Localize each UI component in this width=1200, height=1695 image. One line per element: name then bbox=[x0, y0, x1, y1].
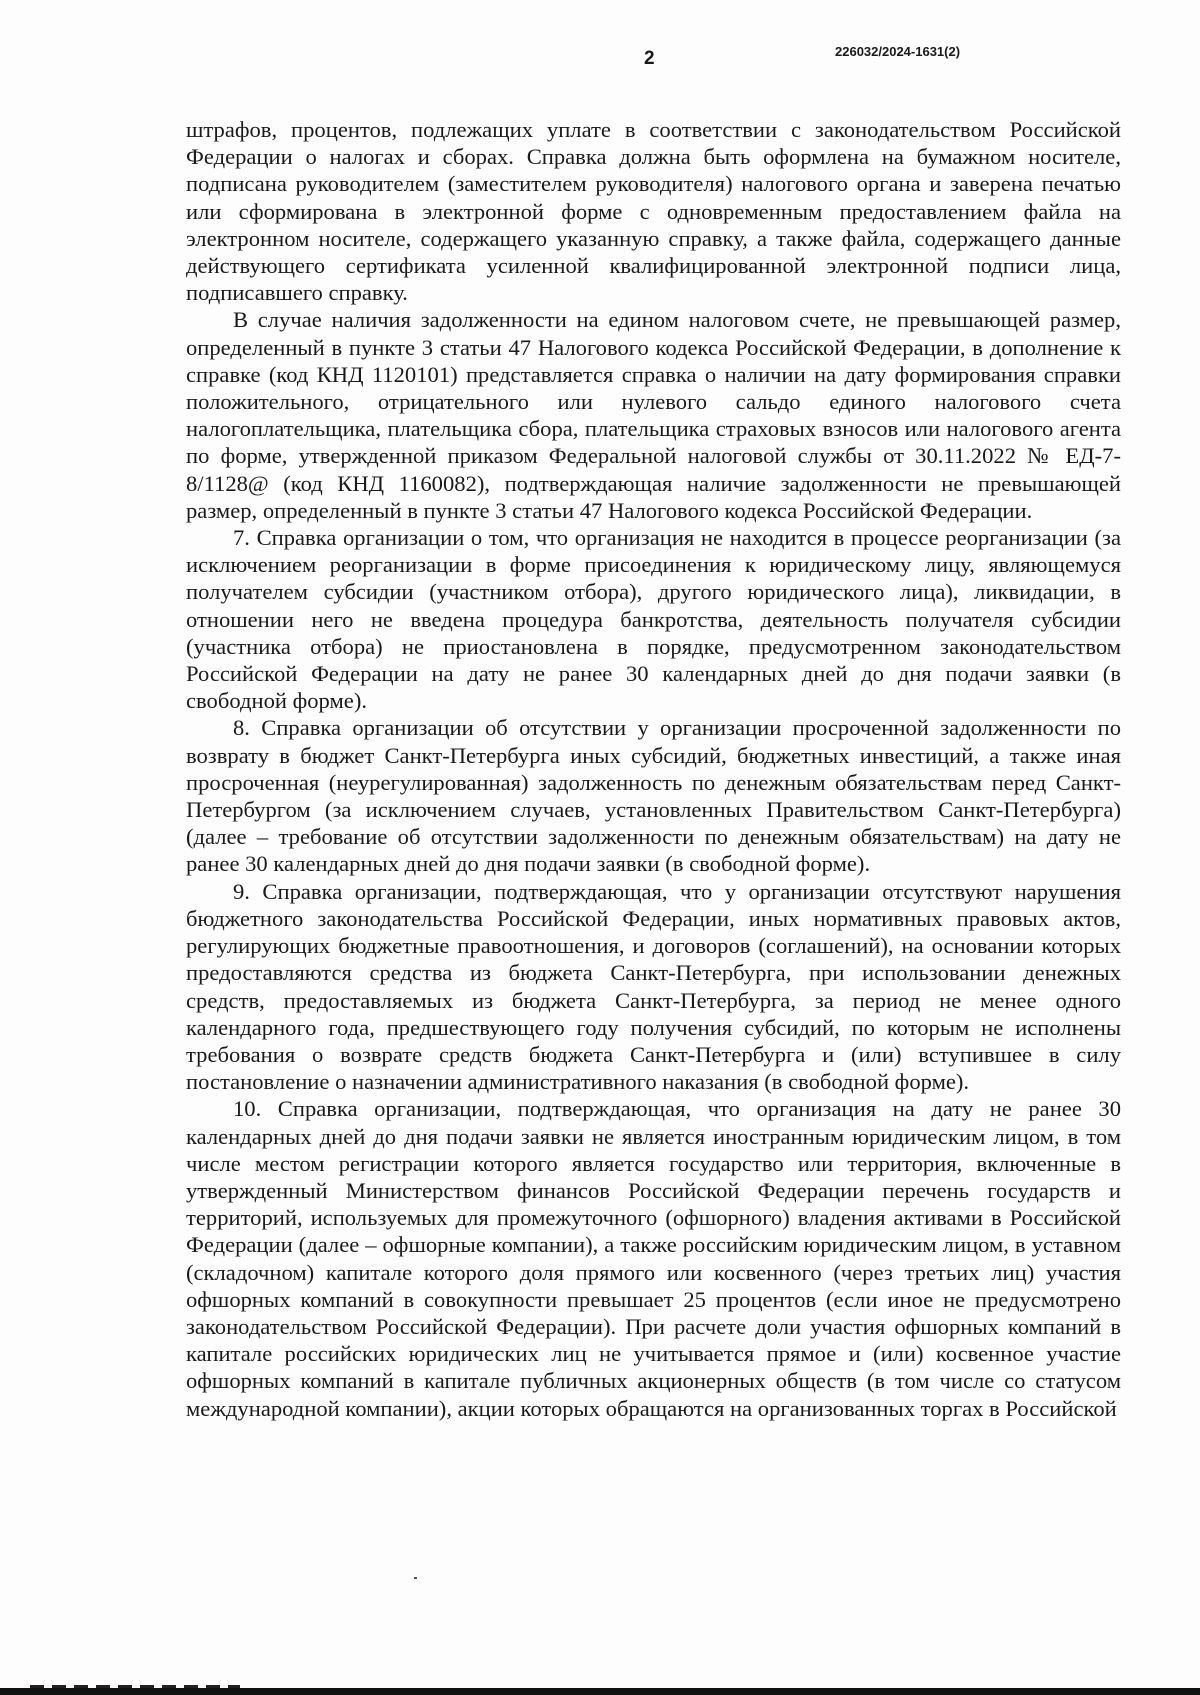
paragraph-debt-clause: В случае наличия задолженности на едином налоговом счете, не превышающей размер, определенный в пункте 3 статьи 47 Налогового кодекса Российской Федерации, в дополнение к справке (код КНД 1120101) представляется справка о наличии на дату формирования справки положительного, отрицательного или нулевого сальдо единого налогового счета налогоплательщика, плательщика сбора, плательщика страховых взносов или налогового агента по форме, утвержденной приказом Федеральной налоговой службы от 30.11.2022 № ЕД-7-8/1128@ (код КНД 1160082), подтверждающая наличие задолженности не превышающей размер, определенный в пункте 3 статьи 47 Налогового кодекса Российской Федерации. bbox=[186, 307, 1121, 523]
scan-artifact-bar bbox=[0, 1688, 1200, 1695]
paragraph-continuation: штрафов, процентов, подлежащих уплате в соответствии с законодательством Российской Федерации о налогах и сборах. Справка должна быть оформлена на бумажном носителе, подписана руководителем (заместителем руководителя) налогового органа и заверена печатью или сформирована в электронной форме с одновременным предоставлением файла на электронном носителе, содержащего указанную справку, а также файла, содержащего данные действующего сертификата усиленной квалифицированной электронной подписи лица, подписавшего справку. bbox=[186, 117, 1121, 306]
document-id: 226032/2024-1631(2) bbox=[835, 44, 961, 59]
paragraph-item-9: 9. Справка организации, подтверждающая, что у организации отсутствуют нарушения бюджетного законодательства Российской Федерации, иных нормативных правовых актов, регулирующих бюджетные правоотношения, и договоров (соглашений), на основании которых предоставляются средства из бюджета Санкт-Петербурга, при использовании денежных средств, предоставляемых из бюджета Санкт-Петербурга, за период не менее одного календарного года, предшествующего году получения субсидий, по которым не исполнены требования о возврате средств бюджета Санкт-Петербурга и (или) вступившее в силу постановление о назначении административного наказания (в свободной форме). bbox=[186, 878, 1121, 1095]
paragraph-item-7: 7. Справка организации о том, что организация не находится в процессе реорганизации (за исключением реорганизации в форме присоединения к юридическому лицу, являющемуся получателем субсидии (участником отбора), другого юридического лица), ликвидации, в отношении него не введена процедура банкротства, деятельность получателя субсидии (участника отбора) не приостановлена в порядке, предусмотренном законодательством Российской Федерации на дату не ранее 30 календарных дней до дня подачи заявки (в свободной форме). bbox=[186, 525, 1121, 714]
scan-artifact-dot bbox=[414, 1577, 417, 1579]
document-body bbox=[186, 116, 1121, 1422]
page-number: 2 bbox=[644, 48, 655, 69]
paragraph-item-10: 10. Справка организации, подтверждающая, что организация на дату не ранее 30 календарных дней до дня подачи заявки не является иностранным юридическим лицом, в том числе местом регистрации которого является государство или территория, включенные в утвержденный Министерством финансов Российской Федерации перечень государств и территорий, используемых для промежуточного (офшорного) владения активами в Российской Федерации (далее – офшорные компании), а также российским юридическим лицом, в уставном (складочном) капитале которого доля прямого или косвенного (через третьих лиц) участия офшорных компаний в совокупности превышает 25 процентов (если иное не предусмотрено законодательством Российской Федерации). При расчете доли участия офшорных компаний в капитале российских юридических лиц не учитывается прямое и (или) косвенное участие офшорных компаний в капитале публичных акционерных обществ (в том числе со статусом международной компании), акции которых обращаются на организованных торгах в Российской bbox=[186, 1096, 1121, 1421]
paragraph-item-8: 8. Справка организации об отсутствии у организации просроченной задолженности по возврату в бюджет Санкт-Петербурга иных субсидий, бюджетных инвестиций, а также иная просроченная (неурегулированная) задолженность по денежным обязательствам перед Санкт-Петербургом (за исключением случаев, установленных Правительством Санкт-Петербурга) (далее – требование об отсутствии задолженности по денежным обязательствам) на дату не ранее 30 календарных дней до дня подачи заявки (в свободной форме). bbox=[186, 715, 1121, 877]
